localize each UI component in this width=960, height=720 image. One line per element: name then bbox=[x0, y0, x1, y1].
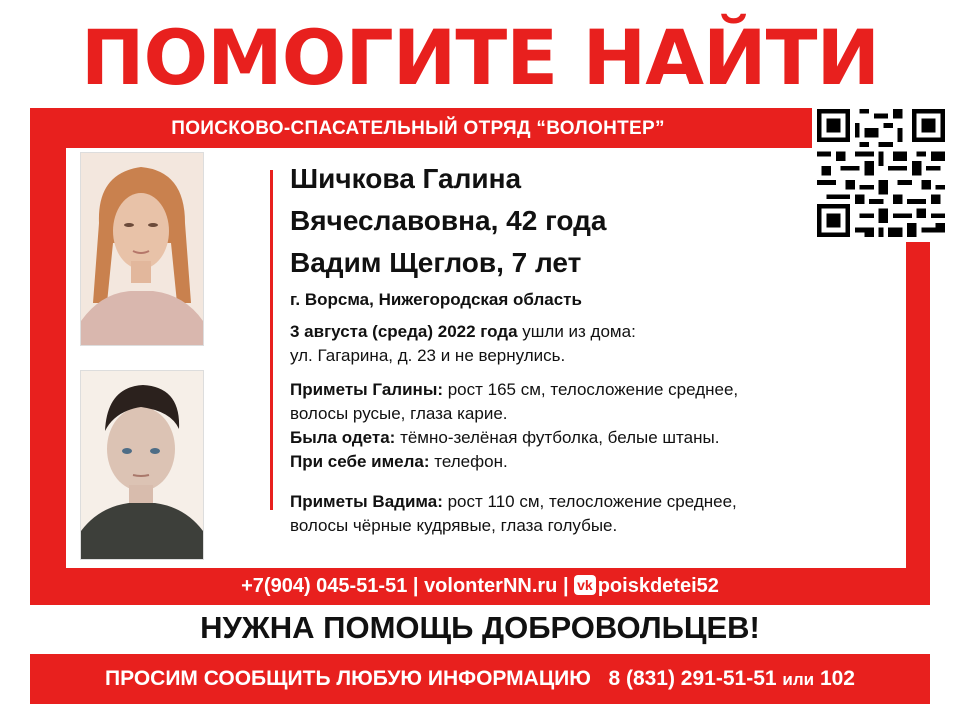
galina-dress-line bbox=[290, 426, 900, 450]
footer-request: ПРОСИМ СООБЩИТЬ ЛЮБУЮ ИНФОРМАЦИЮ bbox=[105, 667, 591, 690]
org-name: ПОИСКОВО-СПАСАТЕЛЬНЫЙ ОТРЯД “ВОЛОНТЕР” bbox=[171, 118, 665, 139]
footer-phone[interactable]: 8 (831) 291-51-51 bbox=[608, 667, 777, 690]
galina-signs-line-1 bbox=[290, 378, 900, 402]
photo-galina bbox=[80, 152, 204, 346]
vadim-signs-label: Приметы Вадима: bbox=[290, 492, 443, 511]
contact-separator: | bbox=[557, 575, 575, 597]
contact-site[interactable]: volonterNN.ru bbox=[424, 575, 558, 597]
vadim-signs-line-1 bbox=[290, 490, 900, 514]
galina-dress-text: тёмно-зелёная футболка, белые штаны. bbox=[395, 428, 720, 447]
galina-carry-line bbox=[290, 450, 900, 474]
galina-carry-text: телефон. bbox=[429, 452, 508, 471]
disappearance-line-1 bbox=[290, 320, 900, 344]
photo-vadim bbox=[80, 370, 204, 560]
volunteers-needed: НУЖНА ПОМОЩЬ ДОБРОВОЛЬЦЕВ! bbox=[200, 610, 760, 645]
contact-vk[interactable]: poiskdetei52 bbox=[597, 575, 719, 597]
missing-name-1: Шичкова Галина bbox=[290, 163, 522, 194]
galina-carry-label: При себе имела: bbox=[290, 452, 430, 471]
galina-signs-line-2: волосы русые, глаза карие. bbox=[290, 404, 508, 423]
disappearance-date: 3 августа (среда) 2022 года bbox=[290, 322, 518, 341]
vk-icon: vk bbox=[574, 575, 596, 595]
galina-dress-label: Была одета: bbox=[290, 428, 396, 447]
disappearance-text-1: ушли из дома: bbox=[517, 322, 636, 341]
missing-name-1-age: Вячеславовна, 42 года bbox=[290, 205, 607, 236]
missing-name-2: Вадим Щеглов, 7 лет bbox=[290, 247, 582, 278]
galina-signs-text-1: рост 165 см, телосложение среднее, bbox=[443, 380, 739, 399]
info-block bbox=[290, 158, 900, 538]
galina-signs-label: Приметы Галины: bbox=[290, 380, 443, 399]
vadim-signs-line-2: волосы чёрные кудрявые, глаза голубые. bbox=[290, 516, 618, 535]
contact-phone[interactable]: +7(904) 045-51-51 bbox=[241, 575, 408, 597]
footer-alt-phone[interactable]: 102 bbox=[819, 667, 855, 690]
vadim-signs-text-1: рост 110 см, телосложение среднее, bbox=[442, 492, 737, 511]
divider-line bbox=[270, 170, 273, 510]
contact-separator: | bbox=[407, 575, 425, 597]
contacts-bar bbox=[30, 572, 930, 600]
headline: ПОМОГИТЕ НАЙТИ bbox=[80, 13, 880, 102]
footer-bar bbox=[30, 654, 930, 704]
location: г. Ворсма, Нижегородская область bbox=[290, 290, 582, 309]
disappearance-line-2: ул. Гагарина, д. 23 и не вернулись. bbox=[290, 346, 566, 365]
footer-or: или bbox=[782, 670, 815, 689]
